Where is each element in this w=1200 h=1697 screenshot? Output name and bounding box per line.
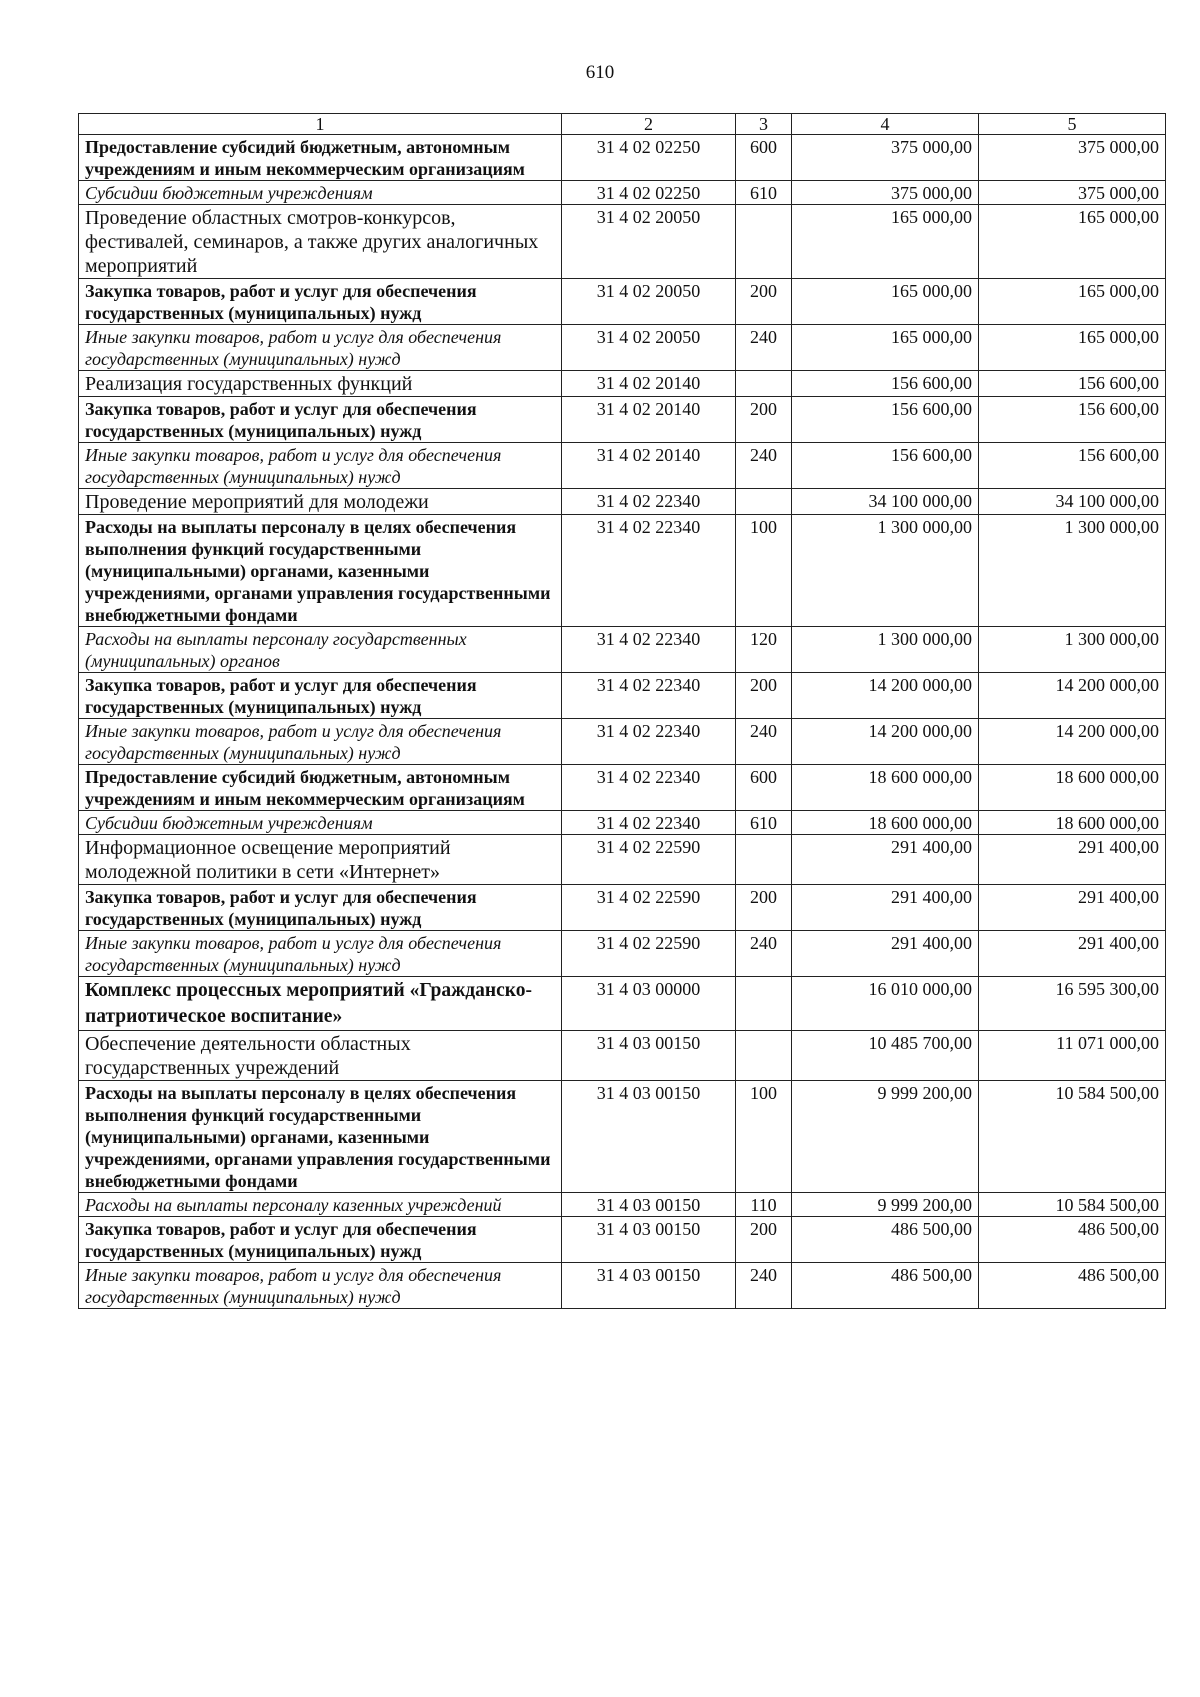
item-name-cell: Предоставление субсидий бюджетным, автономным учреждениям и иным некоммерческим организациям bbox=[79, 765, 562, 811]
item-name-cell: Предоставление субсидий бюджетным, автономным учреждениям и иным некоммерческим организациям bbox=[79, 135, 562, 181]
expense-type-cell: 120 bbox=[736, 627, 792, 673]
amount-year1-cell: 486 500,00 bbox=[792, 1217, 979, 1263]
amount-year2-cell: 1 300 000,00 bbox=[979, 515, 1166, 627]
expense-type-cell: 600 bbox=[736, 765, 792, 811]
target-code-cell: 31 4 02 22590 bbox=[562, 931, 736, 977]
target-code-cell: 31 4 02 20140 bbox=[562, 397, 736, 443]
item-name-cell: Иные закупки товаров, работ и услуг для обеспечения государственных (муниципальных) нужд bbox=[79, 443, 562, 489]
amount-year2-cell: 486 500,00 bbox=[979, 1263, 1166, 1309]
table-row bbox=[79, 371, 1166, 397]
amount-year1-cell: 18 600 000,00 bbox=[792, 765, 979, 811]
amount-year2-cell: 11 071 000,00 bbox=[979, 1031, 1166, 1081]
item-name-cell: Проведение мероприятий для молодежи bbox=[79, 489, 562, 515]
table-row bbox=[79, 489, 1166, 515]
expense-type-cell: 610 bbox=[736, 811, 792, 835]
target-code-cell: 31 4 02 20140 bbox=[562, 443, 736, 489]
amount-year1-cell: 375 000,00 bbox=[792, 181, 979, 205]
table-row bbox=[79, 719, 1166, 765]
amount-year2-cell: 165 000,00 bbox=[979, 325, 1166, 371]
amount-year1-cell: 14 200 000,00 bbox=[792, 719, 979, 765]
amount-year1-cell: 156 600,00 bbox=[792, 397, 979, 443]
item-name-cell: Расходы на выплаты персоналу в целях обеспечения выполнения функций государственными (муниципальными) органами, казенными учреждениями, органами управления государственными внебюджетными фондами bbox=[79, 515, 562, 627]
expense-type-cell: 110 bbox=[736, 1193, 792, 1217]
amount-year1-cell: 16 010 000,00 bbox=[792, 977, 979, 1031]
target-code-cell: 31 4 02 20050 bbox=[562, 325, 736, 371]
target-code-cell: 31 4 02 22340 bbox=[562, 489, 736, 515]
table-row bbox=[79, 135, 1166, 181]
column-header-1: 1 bbox=[79, 114, 562, 135]
amount-year1-cell: 165 000,00 bbox=[792, 205, 979, 279]
item-name-cell: Иные закупки товаров, работ и услуг для обеспечения государственных (муниципальных) нужд bbox=[79, 1263, 562, 1309]
target-code-cell: 31 4 02 02250 bbox=[562, 135, 736, 181]
amount-year1-cell: 291 400,00 bbox=[792, 931, 979, 977]
target-code-cell: 31 4 02 22590 bbox=[562, 835, 736, 885]
amount-year2-cell: 156 600,00 bbox=[979, 443, 1166, 489]
item-name-cell: Проведение областных смотров-конкурсов, фестивалей, семинаров, а также других аналогичных мероприятий bbox=[79, 205, 562, 279]
amount-year2-cell: 375 000,00 bbox=[979, 181, 1166, 205]
expense-type-cell: 240 bbox=[736, 719, 792, 765]
table-row bbox=[79, 279, 1166, 325]
amount-year2-cell: 165 000,00 bbox=[979, 279, 1166, 325]
item-name-cell: Обеспечение деятельности областных государственных учреждений bbox=[79, 1031, 562, 1081]
expense-type-cell bbox=[736, 835, 792, 885]
column-header-4: 4 bbox=[792, 114, 979, 135]
table-row bbox=[79, 835, 1166, 885]
item-name-cell: Закупка товаров, работ и услуг для обеспечения государственных (муниципальных) нужд bbox=[79, 279, 562, 325]
amount-year1-cell: 9 999 200,00 bbox=[792, 1193, 979, 1217]
item-name-cell: Закупка товаров, работ и услуг для обеспечения государственных (муниципальных) нужд bbox=[79, 673, 562, 719]
target-code-cell: 31 4 03 00150 bbox=[562, 1031, 736, 1081]
table-row bbox=[79, 1217, 1166, 1263]
item-name-cell: Реализация государственных функций bbox=[79, 371, 562, 397]
expense-type-cell: 100 bbox=[736, 515, 792, 627]
column-header-5: 5 bbox=[979, 114, 1166, 135]
table-row bbox=[79, 673, 1166, 719]
item-name-cell: Иные закупки товаров, работ и услуг для обеспечения государственных (муниципальных) нужд bbox=[79, 325, 562, 371]
column-header-2: 2 bbox=[562, 114, 736, 135]
item-name-cell: Субсидии бюджетным учреждениям bbox=[79, 811, 562, 835]
target-code-cell: 31 4 02 20050 bbox=[562, 205, 736, 279]
table-row bbox=[79, 885, 1166, 931]
item-name-cell: Расходы на выплаты персоналу казенных учреждений bbox=[79, 1193, 562, 1217]
target-code-cell: 31 4 02 22340 bbox=[562, 811, 736, 835]
amount-year1-cell: 486 500,00 bbox=[792, 1263, 979, 1309]
amount-year2-cell: 156 600,00 bbox=[979, 371, 1166, 397]
target-code-cell: 31 4 03 00150 bbox=[562, 1217, 736, 1263]
table-row bbox=[79, 1263, 1166, 1309]
item-name-cell: Иные закупки товаров, работ и услуг для обеспечения государственных (муниципальных) нужд bbox=[79, 931, 562, 977]
target-code-cell: 31 4 02 22340 bbox=[562, 765, 736, 811]
amount-year1-cell: 156 600,00 bbox=[792, 443, 979, 489]
target-code-cell: 31 4 02 02250 bbox=[562, 181, 736, 205]
amount-year1-cell: 165 000,00 bbox=[792, 325, 979, 371]
amount-year1-cell: 9 999 200,00 bbox=[792, 1081, 979, 1193]
amount-year2-cell: 165 000,00 bbox=[979, 205, 1166, 279]
amount-year2-cell: 291 400,00 bbox=[979, 931, 1166, 977]
expense-type-cell: 200 bbox=[736, 673, 792, 719]
expense-type-cell bbox=[736, 977, 792, 1031]
amount-year2-cell: 10 584 500,00 bbox=[979, 1081, 1166, 1193]
expense-type-cell: 200 bbox=[736, 1217, 792, 1263]
target-code-cell: 31 4 03 00150 bbox=[562, 1193, 736, 1217]
page-number: 610 bbox=[585, 62, 615, 83]
table-body bbox=[79, 135, 1166, 1309]
table-row bbox=[79, 1081, 1166, 1193]
expense-type-cell: 240 bbox=[736, 443, 792, 489]
expense-type-cell: 240 bbox=[736, 931, 792, 977]
amount-year2-cell: 18 600 000,00 bbox=[979, 765, 1166, 811]
item-name-cell: Закупка товаров, работ и услуг для обеспечения государственных (муниципальных) нужд bbox=[79, 397, 562, 443]
table-row bbox=[79, 515, 1166, 627]
amount-year2-cell: 16 595 300,00 bbox=[979, 977, 1166, 1031]
amount-year1-cell: 1 300 000,00 bbox=[792, 515, 979, 627]
amount-year2-cell: 1 300 000,00 bbox=[979, 627, 1166, 673]
target-code-cell: 31 4 02 22340 bbox=[562, 719, 736, 765]
item-name-cell: Закупка товаров, работ и услуг для обеспечения государственных (муниципальных) нужд bbox=[79, 1217, 562, 1263]
expense-type-cell: 600 bbox=[736, 135, 792, 181]
amount-year1-cell: 34 100 000,00 bbox=[792, 489, 979, 515]
expense-type-cell bbox=[736, 371, 792, 397]
item-name-cell: Субсидии бюджетным учреждениям bbox=[79, 181, 562, 205]
target-code-cell: 31 4 03 00150 bbox=[562, 1263, 736, 1309]
amount-year2-cell: 156 600,00 bbox=[979, 397, 1166, 443]
amount-year2-cell: 14 200 000,00 bbox=[979, 673, 1166, 719]
amount-year1-cell: 375 000,00 bbox=[792, 135, 979, 181]
target-code-cell: 31 4 02 22340 bbox=[562, 515, 736, 627]
target-code-cell: 31 4 03 00000 bbox=[562, 977, 736, 1031]
amount-year2-cell: 18 600 000,00 bbox=[979, 811, 1166, 835]
expense-type-cell: 100 bbox=[736, 1081, 792, 1193]
target-code-cell: 31 4 02 22590 bbox=[562, 885, 736, 931]
item-name-cell: Расходы на выплаты персоналу в целях обеспечения выполнения функций государственными (муниципальными) органами, казенными учреждениями, органами управления государственными внебюджетными фондами bbox=[79, 1081, 562, 1193]
item-name-cell: Комплекс процессных мероприятий «Гражданско-патриотическое воспитание» bbox=[79, 977, 562, 1031]
amount-year2-cell: 10 584 500,00 bbox=[979, 1193, 1166, 1217]
table-row bbox=[79, 977, 1166, 1031]
expense-type-cell bbox=[736, 205, 792, 279]
expense-type-cell: 240 bbox=[736, 1263, 792, 1309]
expense-type-cell bbox=[736, 489, 792, 515]
amount-year1-cell: 291 400,00 bbox=[792, 885, 979, 931]
amount-year1-cell: 14 200 000,00 bbox=[792, 673, 979, 719]
amount-year1-cell: 165 000,00 bbox=[792, 279, 979, 325]
target-code-cell: 31 4 02 20140 bbox=[562, 371, 736, 397]
table-row bbox=[79, 1031, 1166, 1081]
table-row bbox=[79, 627, 1166, 673]
expense-type-cell: 610 bbox=[736, 181, 792, 205]
amount-year2-cell: 14 200 000,00 bbox=[979, 719, 1166, 765]
amount-year2-cell: 375 000,00 bbox=[979, 135, 1166, 181]
table-row bbox=[79, 1193, 1166, 1217]
expense-type-cell bbox=[736, 1031, 792, 1081]
table-row bbox=[79, 397, 1166, 443]
target-code-cell: 31 4 02 22340 bbox=[562, 627, 736, 673]
expense-type-cell: 200 bbox=[736, 885, 792, 931]
table-row bbox=[79, 811, 1166, 835]
table-row bbox=[79, 443, 1166, 489]
amount-year2-cell: 291 400,00 bbox=[979, 885, 1166, 931]
column-number-header-row bbox=[79, 114, 1166, 135]
expense-type-cell: 200 bbox=[736, 397, 792, 443]
amount-year1-cell: 18 600 000,00 bbox=[792, 811, 979, 835]
item-name-cell: Иные закупки товаров, работ и услуг для обеспечения государственных (муниципальных) нужд bbox=[79, 719, 562, 765]
column-header-3: 3 bbox=[736, 114, 792, 135]
amount-year1-cell: 1 300 000,00 bbox=[792, 627, 979, 673]
target-code-cell: 31 4 02 20050 bbox=[562, 279, 736, 325]
amount-year2-cell: 486 500,00 bbox=[979, 1217, 1166, 1263]
table-row bbox=[79, 325, 1166, 371]
amount-year1-cell: 291 400,00 bbox=[792, 835, 979, 885]
item-name-cell: Расходы на выплаты персоналу государственных (муниципальных) органов bbox=[79, 627, 562, 673]
target-code-cell: 31 4 02 22340 bbox=[562, 673, 736, 719]
item-name-cell: Закупка товаров, работ и услуг для обеспечения государственных (муниципальных) нужд bbox=[79, 885, 562, 931]
expense-type-cell: 240 bbox=[736, 325, 792, 371]
table-row bbox=[79, 931, 1166, 977]
amount-year1-cell: 156 600,00 bbox=[792, 371, 979, 397]
table-row bbox=[79, 181, 1166, 205]
target-code-cell: 31 4 03 00150 bbox=[562, 1081, 736, 1193]
amount-year2-cell: 34 100 000,00 bbox=[979, 489, 1166, 515]
amount-year1-cell: 10 485 700,00 bbox=[792, 1031, 979, 1081]
expense-type-cell: 200 bbox=[736, 279, 792, 325]
amount-year2-cell: 291 400,00 bbox=[979, 835, 1166, 885]
table-row bbox=[79, 765, 1166, 811]
item-name-cell: Информационное освещение мероприятий молодежной политики в сети «Интернет» bbox=[79, 835, 562, 885]
table-row bbox=[79, 205, 1166, 279]
budget-table bbox=[78, 113, 1166, 1309]
